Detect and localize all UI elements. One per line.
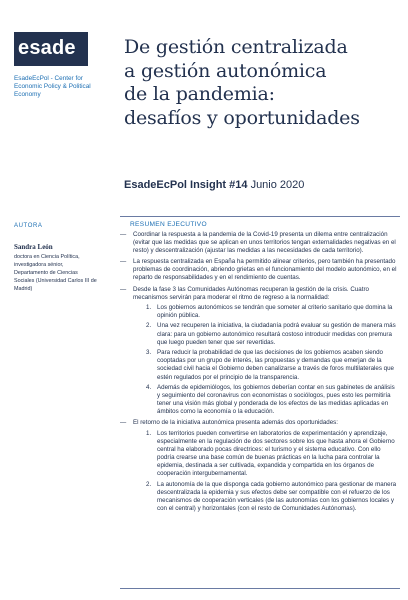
org-name: EsadeEcPol - Center for Economic Policy & Political Economy: [14, 75, 91, 98]
bullet-text: El retorno de la iniciativa autonómica presenta además dos oportunidades:: [133, 419, 339, 427]
bullet-text: Coordinar la respuesta a la pandemia de la Covid-19 presenta un dilema entre centralización (evitar que las medidas que se aplican en unos territorios tengan externalidades negativas en el resto) y descentralización (ajustar las medidas a las necesidades de cada territorio).: [133, 231, 396, 255]
bullet-dash: —: [120, 231, 127, 238]
list-number: 2.: [146, 322, 152, 330]
bullet-text: Desde la fase 3 las Comunidades Autónomas recuperan la gestión de la crisis. Cuatro mecanismos servirán para moderar el ritmo de regreso a la normalidad:: [133, 285, 369, 301]
document-title: [124, 36, 399, 130]
mechanisms-list: [133, 304, 398, 417]
summary-bullet: [120, 419, 398, 513]
list-item: [133, 384, 398, 416]
sidebar: [0, 0, 102, 600]
opportunities-list: [133, 430, 398, 513]
list-text: La autonomía de la que disponga cada gobierno autonómico para gestionar de manera descentralizada la epidemia y sus efectos debe ser compatible con el refuerzo de los mecanismos de cooperación verticales (de las autonomías con los gobiernos locales y con el central) y horizontales (con el resto de Comunidades Autónomas).: [157, 480, 397, 512]
bullet-dash: —: [120, 258, 127, 266]
list-text: Además de epidemiólogos, los gobiernos deberían contar en sus gabinetes de análisis y seguimiento del coronavirus con economistas o sociólogos, pues esto les permitiría tener una visión más global y ponderada de los efectos de las medidas aplicadas en ámbitos como la economía o la educación.: [157, 384, 395, 416]
summary-bullet: [120, 231, 398, 255]
title-line: a gestión autonómica: [124, 59, 327, 82]
autora-label: AUTORA: [14, 223, 43, 229]
resumen-label: RESUMEN EJECUTIVO: [130, 221, 207, 228]
title-line: de la pandemia:: [124, 83, 275, 105]
list-text: Los territorios pueden convertirse en laboratorios de experimentación y aprendizaje, especialmente en la regulación de dos sectores sobre los que hasta ahora el Gobierno central ha elaborado pocas directrices: el turismo y el sistema educativo. Con ello podría crearse una base común de buenas prácticas en la lucha para controlar la epidemia, destinada a ser cultivada, expandida y compartida en los órganos de cooperación intergubernamental.: [157, 429, 395, 478]
insight-date: Junio 2020: [250, 179, 305, 191]
bullet-dash: —: [120, 419, 127, 427]
executive-summary: [120, 231, 398, 516]
list-item: [133, 481, 398, 513]
bullet-dash: —: [120, 285, 127, 293]
list-number: 4.: [146, 384, 152, 392]
summary-bullet: [120, 286, 398, 417]
esade-logo: esade: [14, 32, 88, 66]
bullet-text: La respuesta centralizada en España ha permitido alinear criterios, pero también ha presentado problemas de coordinación, abriendo grietas en el funcionamiento del modelo autonómico, en el reparto de responsabilidades y en el rendimiento de cuentas.: [133, 258, 397, 282]
divider-bottom: [120, 588, 400, 589]
list-text: Para reducir la probabilidad de que las decisiones de los gobiernos acaben siendo cooptadas por un grupo de interés, las propuestas y demandas que emerjan de la sociedad civil hacia el Gobierno deben canalizarse a través de foros multilaterales que estén regulados por el principio de la transparencia.: [157, 349, 394, 381]
insight-label: EsadeEcPol Insight #14: [124, 179, 248, 191]
list-item: [133, 430, 398, 479]
insight-line: [124, 179, 304, 191]
summary-bullet: [120, 258, 398, 282]
list-number: 2.: [146, 480, 152, 488]
divider-top: [120, 216, 400, 217]
title-line: De gestión centralizada: [124, 36, 348, 58]
list-item: [133, 322, 398, 346]
list-text: Los gobiernos autonómicos se tendrán que someter al criterio sanitario que domina la opinión pública.: [157, 303, 393, 319]
list-number: 1.: [146, 429, 152, 437]
list-item: [133, 349, 398, 381]
author-bio: doctora en Ciencia Política, investigadora sénior, Departamento de Ciencias Sociales (Universidad Carlos III de Madrid): [14, 254, 97, 292]
list-item: [133, 304, 398, 320]
list-number: 1.: [146, 303, 152, 311]
title-line: desafíos y oportunidades: [124, 106, 360, 129]
list-number: 3.: [146, 349, 152, 357]
list-text: Una vez recuperen la iniciativa, la ciudadanía podrá evaluar su gestión de manera más clara: para un gobierno autonómico resultará costoso introducir medidas con premura que luego pueden tener que ser revertidas.: [157, 322, 396, 346]
author-name: Sandra León: [14, 243, 53, 251]
